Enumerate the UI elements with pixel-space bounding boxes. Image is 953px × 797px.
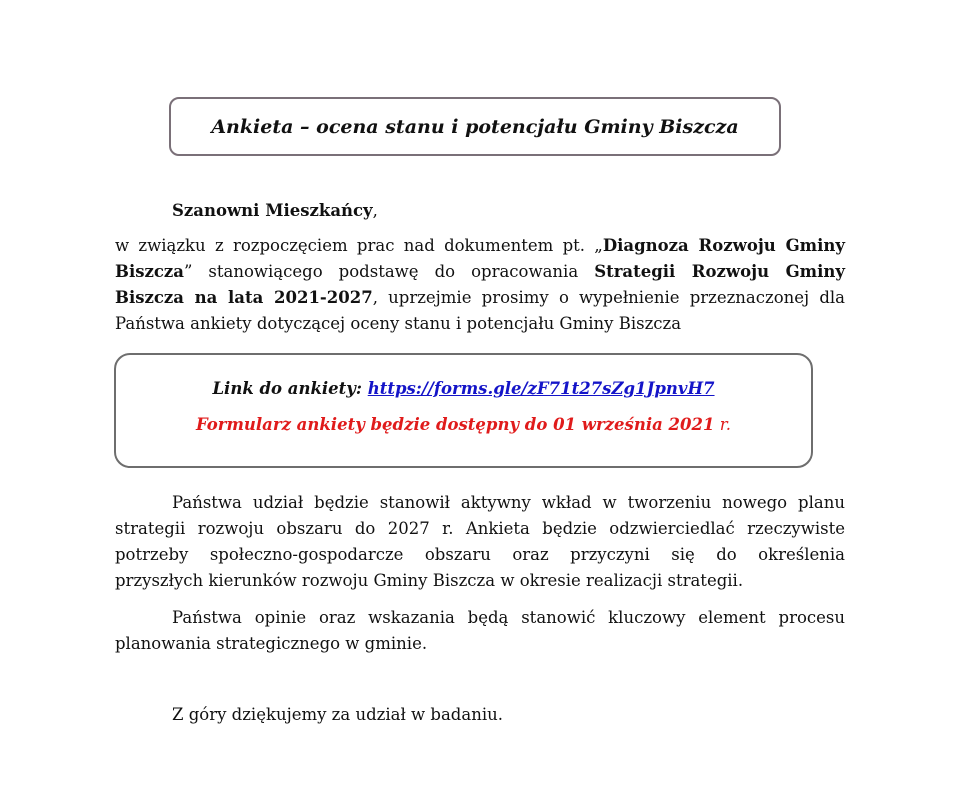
intro-bold-3a: Biszcza na lata 2021-2027 [115, 288, 373, 307]
greeting-bold: Szanowni Mieszkańcy [172, 201, 373, 220]
intro-text-3b: , uprzejmie prosimy o wypełnienie przeznaczonej dla [372, 288, 846, 307]
intro-bold-1b: Diagnoza Rozwoju Gminy [602, 236, 845, 255]
availability-notice [116, 415, 811, 434]
intro-line-4: Państwa ankiety dotyczącej oceny stanu i potencjału Gminy Biszcza [115, 314, 682, 333]
survey-link-label: Link do ankiety: [212, 379, 368, 398]
intro-paragraph [115, 233, 845, 337]
intro-line-2 [115, 259, 845, 285]
survey-link-box [114, 353, 813, 468]
greeting [172, 201, 378, 220]
opinions-line-2: planowania strategicznego w gminie. [115, 634, 428, 653]
opinions-paragraph [115, 605, 845, 657]
greeting-comma: , [372, 201, 378, 220]
participation-line-3: potrzeby społeczno-gospodarcze obszaru oraz przyczyni się do określenia [115, 545, 845, 564]
intro-bold-2a: Biszcza [115, 262, 184, 281]
opinions-line-1: Państwa opinie oraz wskazania będą stanowić kluczowy element procesu [172, 608, 845, 627]
intro-bold-2c: Strategii Rozwoju Gminy [594, 262, 845, 281]
document-title: Ankieta – ocena stanu i potencjału Gminy Biszcza [211, 115, 739, 138]
survey-link-line [116, 379, 811, 398]
availability-text: Formularz ankiety będzie dostępny do 01 września 2021 [195, 415, 715, 434]
participation-line-4: przyszłych kierunków rozwoju Gminy Biszcza w okresie realizacji strategii. [115, 571, 744, 590]
survey-link[interactable]: https://forms.gle/zF71t27sZg1JpnvH7 [367, 379, 715, 398]
participation-paragraph [115, 490, 845, 594]
availability-suffix: r. [714, 415, 732, 434]
intro-text-1a: w związku z rozpoczęciem prac nad dokumentem pt. „ [115, 236, 603, 255]
intro-text-2b: ” stanowiącego podstawę do opracowania [183, 262, 595, 281]
title-box [169, 97, 781, 156]
intro-line-1 [115, 233, 845, 259]
thanks-text: Z góry dziękujemy za udział w badaniu. [172, 705, 503, 724]
participation-line-1: Państwa udział będzie stanowił aktywny wkład w tworzeniu nowego planu [172, 493, 845, 512]
participation-line-2: strategii rozwoju obszaru do 2027 r. Ankieta będzie odzwierciedlać rzeczywiste [115, 519, 845, 538]
intro-line-3 [115, 285, 845, 311]
